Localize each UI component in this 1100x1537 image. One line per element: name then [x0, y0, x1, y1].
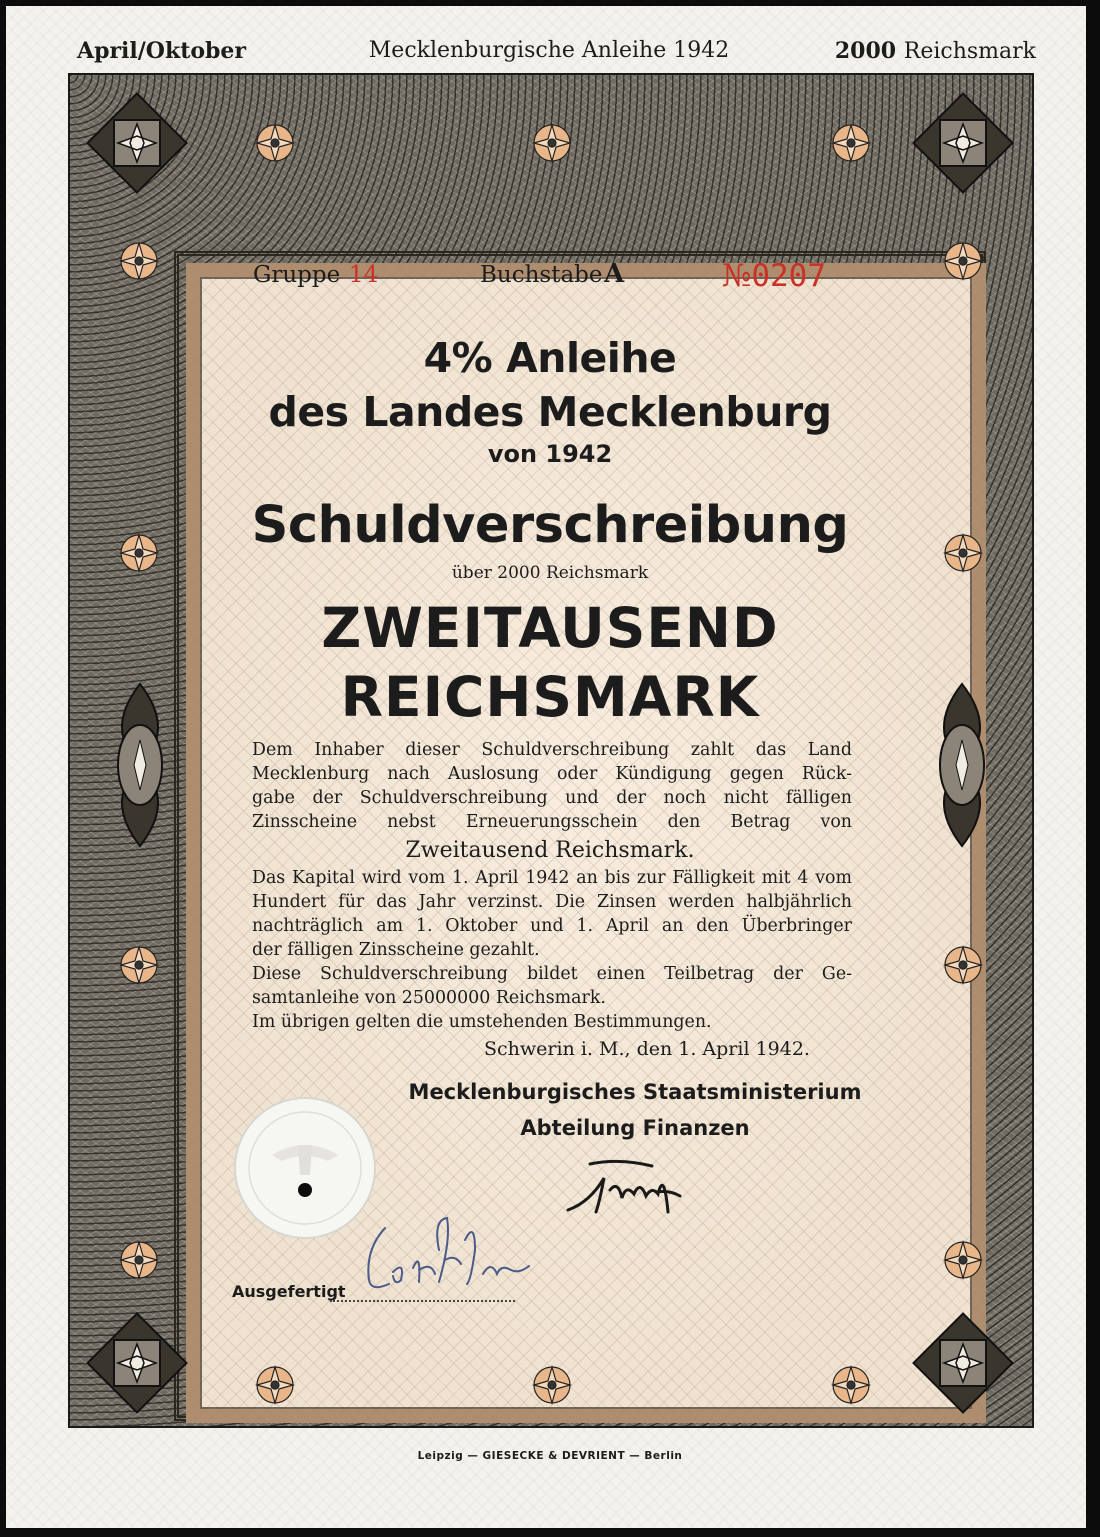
issuer-ministry: Mecklenburgisches Staatsministerium: [408, 1080, 862, 1104]
coupon-period: April/Oktober: [77, 38, 247, 64]
gruppe-value: 14: [349, 262, 379, 288]
rosette-icon: [938, 940, 988, 990]
issuer-department: Abteilung Finanzen: [520, 1116, 750, 1140]
rosette-icon: [250, 118, 300, 168]
printer-imprint: Leipzig — GIESECKE & DEVRIENT — Berlin: [417, 1450, 683, 1462]
document-type-heading: Schuldverschreibung: [251, 496, 849, 555]
director-signature-icon: [560, 1150, 690, 1230]
gruppe-label: Gruppe: [253, 262, 341, 288]
terms-paragraph-2: Das Kapital wird vom 1. April 1942 an bis zur Fälligkeit mit 4 vom Hundert für das Jahr verzinst. Die Zinsen werden halbjährlich nachträglich am 1. Oktober und 1. April an den Überbringer der fälligen Zinsscheine gezahlt. Diese Schuldverschreibung bildet einen Teilbetrag der Ge- samtanleihe von 25000000 Reichsmark. Im übrigen gelten die umstehenden Bestimmungen.: [252, 868, 852, 1032]
issuer-signature-icon: [335, 1210, 535, 1300]
loan-title-line1: 4% Anleihe: [423, 334, 677, 382]
place-and-date: Schwerin i. M., den 1. April 1942.: [484, 1038, 810, 1060]
rosette-icon: [250, 1360, 300, 1410]
serial-number-value: 0207: [751, 258, 826, 294]
denomination-subtitle: über 2000 Reichsmark: [451, 563, 649, 583]
amount-words-large-line2: REICHSMARK: [340, 665, 760, 729]
denomination-header: [835, 38, 1036, 64]
corner-ornament-icon: [908, 88, 1018, 198]
loan-title-year: von 1942: [487, 440, 613, 468]
rosette-icon: [114, 940, 164, 990]
rosette-icon: [114, 1235, 164, 1285]
denomination-unit: Reichsmark: [903, 39, 1036, 64]
loan-title-line2: des Landes Mecklenburg: [268, 388, 832, 436]
rosette-icon: [826, 118, 876, 168]
number-sign: №: [722, 258, 752, 294]
rosette-icon: [938, 1235, 988, 1285]
rosette-icon: [938, 236, 988, 286]
loan-name-header: Mecklenburgische Anleihe 1942: [368, 38, 730, 63]
corner-ornament-icon: [908, 1308, 1018, 1418]
amount-words-large-line1: ZWEITAUSEND: [321, 596, 779, 660]
signature-line: [330, 1300, 515, 1302]
ausgefertigt-label: Ausgefertigt: [232, 1282, 346, 1301]
buchstabe-value: A: [604, 259, 625, 289]
denomination-amount: 2000: [834, 38, 897, 64]
corner-ornament-icon: [82, 1308, 192, 1418]
rosette-icon: [826, 1360, 876, 1410]
serial-number: [722, 258, 826, 294]
terms-paragraph-1: Dem Inhaber dieser Schuldverschreibung zahlt das Land Mecklenburg nach Auslosung oder Kündigung gegen Rück- gabe der Schuldverschreibung und der noch nicht fälligen Zinsscheine nebst Erneuerungsschein den Betrag von: [252, 740, 852, 832]
buchstabe-label: Buchstabe: [480, 262, 603, 288]
rosette-icon: [527, 118, 577, 168]
corner-ornament-icon: [82, 88, 192, 198]
amount-words: Zweitausend Reichsmark.: [405, 838, 695, 863]
rosette-icon: [527, 1360, 577, 1410]
rosette-icon: [114, 236, 164, 286]
